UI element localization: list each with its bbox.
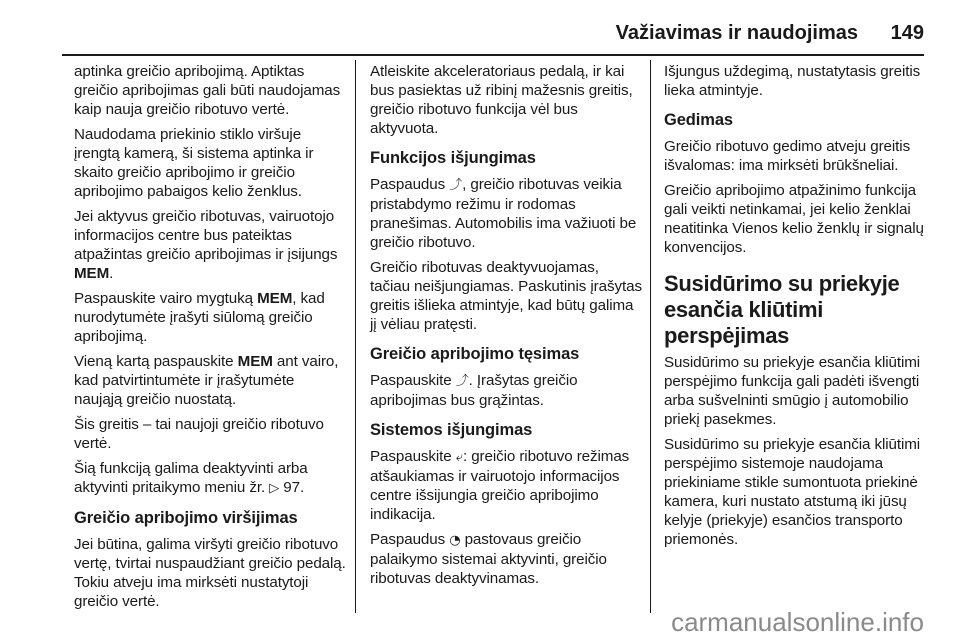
page-number: 149 bbox=[890, 22, 924, 44]
speed-limiter-icon: ⤴ bbox=[449, 178, 463, 193]
paragraph: Greičio ribotuvas deaktyvuojamas, tačiau neišjungiamas. Paskutinis įrašytas greitis išlieka atmintyje, kad būtų galima jį vėliau pratęsti. bbox=[370, 259, 642, 333]
cruise-control-icon: ◔ bbox=[449, 533, 461, 548]
paragraph: Išjungus uždegimą, nustatytasis greitis lieka atmintyje. bbox=[664, 63, 921, 99]
paragraph: Susidūrimo su priekyje esančia kliūtimi perspėjimo funkcija gali padėti išvengti arba sušvelninti smūgio į automobilio priekį pasekmes. bbox=[664, 354, 921, 428]
paragraph: Paspauskite vairo mygtuką MEM, kad nurodytumėte įrašyti siūlomą greičio apribojimą. bbox=[74, 290, 325, 345]
section-heading: Funkcijos išjungimas bbox=[370, 149, 536, 167]
mem-label: MEM bbox=[257, 290, 293, 307]
section-heading: Gedimas bbox=[664, 111, 733, 129]
paragraph: Susidūrimo su priekyje esančia kliūtimi perspėjimo sistemoje naudojama priekiniame stikle sumontuota priekinė kamera, kuri nustato atstumą iki jūsų kelyje (priekyje) esančios transporto priemonės. bbox=[664, 436, 921, 548]
paragraph: Paspauskite ⤶: greičio ribotuvo režimas atšaukiamas ir vairuotojo informacijos centre išsijungia greičio apribojimo indikacija. bbox=[370, 448, 630, 523]
column-2 bbox=[370, 62, 642, 594]
paragraph: Paspaudus ◔ pastovaus greičio palaikymo sistemai aktyvinti, greičio ribotuvas deaktyvinamas. bbox=[370, 531, 607, 587]
paragraph: Naudodama priekinio stiklo viršuje įrengtą kamerą, ši sistema aptinka ir skaito greičio apribojimo ir greičio apribojimo pabaigos kelio ženklus. bbox=[74, 126, 314, 200]
section-heading: Greičio apribojimo tęsimas bbox=[370, 345, 580, 363]
page-reference[interactable]: 97. bbox=[279, 479, 305, 496]
page-header bbox=[0, 0, 960, 56]
mem-label: MEM bbox=[74, 265, 110, 282]
section-heading: Sistemos išjungimas bbox=[370, 421, 533, 439]
column-1 bbox=[74, 62, 346, 617]
chapter-title: Važiavimas ir naudojimas bbox=[615, 22, 858, 44]
paragraph: Atleiskite akceleratoriaus pedalą, ir kai bus pasiektas už ribinį mažesnis greitis, greičio ribotuvo funkcija vėl bus aktyvuota. bbox=[370, 63, 633, 137]
paragraph: Šią funkciją galima deaktyvinti arba aktyvinti pritaikymo meniu žr. ▷ 97. bbox=[74, 460, 308, 496]
header-rule bbox=[62, 54, 924, 56]
paragraph: Vieną kartą paspauskite MEM ant vairo, kad patvirtintumėte ir įrašytumėte naująją greičio nuostatą. bbox=[74, 353, 339, 408]
paragraph: aptinka greičio apribojimą. Aptiktas greičio apribojimas gali būti naudojamas kaip nauja greičio ribotuvo vertė. bbox=[74, 63, 341, 118]
paragraph: Paspaudus ⤴, greičio ribotuvas veikia pristabdymo režimu ir rodomas pranešimas. Automobilis ima važiuoti be greičio ribotuvo. bbox=[370, 176, 637, 251]
watermark: carmanualsonline.info bbox=[671, 607, 924, 637]
speed-limiter-off-icon: ⤶ bbox=[455, 450, 463, 465]
paragraph: Šis greitis – tai naujoji greičio ribotuvo vertė. bbox=[74, 416, 324, 452]
column-divider bbox=[650, 60, 651, 613]
paragraph: Jei būtina, galima viršyti greičio ribotuvo vertę, tvirtai nuspaudžiant greičio pedalą. Tokiu atveju ima mirksėti nustatytoji greičio vertė. bbox=[74, 536, 346, 610]
chapter-heading: Susidūrimo su priekyje esančia kliūtimi perspėjimas bbox=[664, 271, 900, 348]
mem-label: MEM bbox=[237, 353, 273, 370]
arrow-ref-icon[interactable]: ▷ bbox=[269, 481, 280, 496]
paragraph: Greičio apribojimo atpažinimo funkcija gali veikti netinkamai, jei kelio ženklai neatitinka Vienos kelio ženklų ir signalų konvencijos. bbox=[664, 182, 924, 256]
section-heading: Greičio apribojimo viršijimas bbox=[74, 509, 298, 527]
paragraph: Paspauskite ⤴. Įrašytas greičio apribojimas bus grąžintas. bbox=[370, 372, 578, 409]
column-divider bbox=[355, 60, 356, 613]
speed-limiter-icon: ⤴ bbox=[455, 374, 469, 389]
column-3 bbox=[664, 62, 936, 555]
paragraph: Greičio ribotuvo gedimo atveju greitis išvalomas: ima mirksėti brūkšneliai. bbox=[664, 138, 911, 174]
paragraph: Jei aktyvus greičio ribotuvas, vairuotojo informacijos centre bus pateiktas atpažintas greičio apribojimas ir įsijungs MEM. bbox=[74, 208, 338, 282]
